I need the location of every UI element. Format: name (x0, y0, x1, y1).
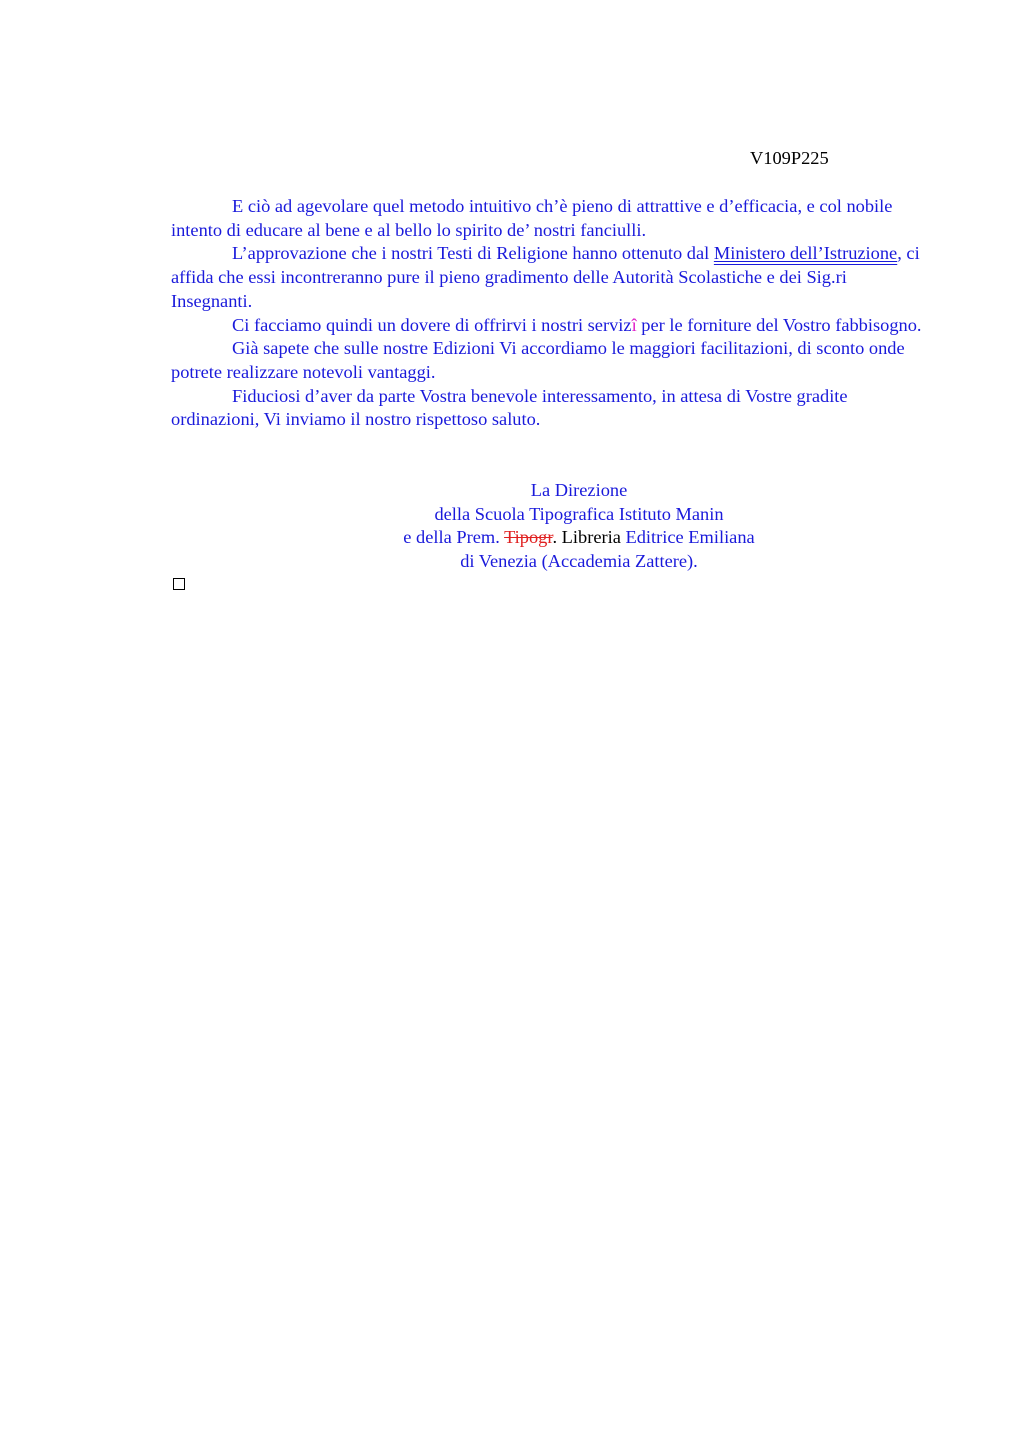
page-id: V109P225 (750, 148, 829, 168)
paragraph-3-end: per le forniture del Vostro fabbisogno. (636, 314, 922, 335)
paragraph-2 (171, 242, 927, 313)
signature-line-2: della Scuola Tipografica Istituto Manin (434, 503, 724, 524)
signature-line-1: La Direzione (530, 480, 628, 500)
edited-character: î (631, 314, 637, 335)
signature-line-3-end: Editrice Emiliana (620, 527, 755, 548)
struck-word: Tipogr (504, 527, 553, 548)
paragraph-5: Fiduciosi d’aver da parte Vostra benevole interessamento, in attesa di Vostre gradite ordinazioni, Vi inviamo il nostro rispettoso saluto. (171, 385, 848, 430)
signature-line-3-start: e della Prem. (403, 527, 505, 548)
checkbox-icon[interactable] (173, 578, 185, 590)
signature-block (171, 479, 987, 574)
paragraph-2-start: L’approvazione che i nostri Testi di Religione hanno ottenuto dal (232, 243, 714, 264)
paragraph-1: E ciò ad agevolare quel metodo intuitivo ch’è pieno di attrattive e d’efficacia, e col nobile intento di educare al bene e al bello lo spirito de’ nostri fanciulli. (171, 196, 893, 240)
paragraph-2-end: , ci affida che essi incontreranno pure il pieno gradimento delle Autorità Scolastiche e dei Sig.ri Insegnanti. (171, 243, 920, 311)
signature-libreria: . Libreria (552, 527, 621, 548)
signature-line-3 (171, 526, 987, 550)
letter-body (171, 195, 927, 432)
paragraph-4: Già sapete che sulle nostre Edizioni Vi accordiamo le maggiori facilitazioni, di sconto onde potrete realizzare notevoli vantaggi. (171, 338, 905, 382)
ministero-link[interactable]: Ministero dell’Istruzione (713, 243, 898, 264)
paragraph-3 (171, 314, 927, 338)
paragraph-3-start: Ci facciamo quindi un dovere di offrirvi i nostri serviz (232, 314, 632, 335)
signature-line-4: di Venezia (Accademia Zattere). (460, 551, 698, 572)
